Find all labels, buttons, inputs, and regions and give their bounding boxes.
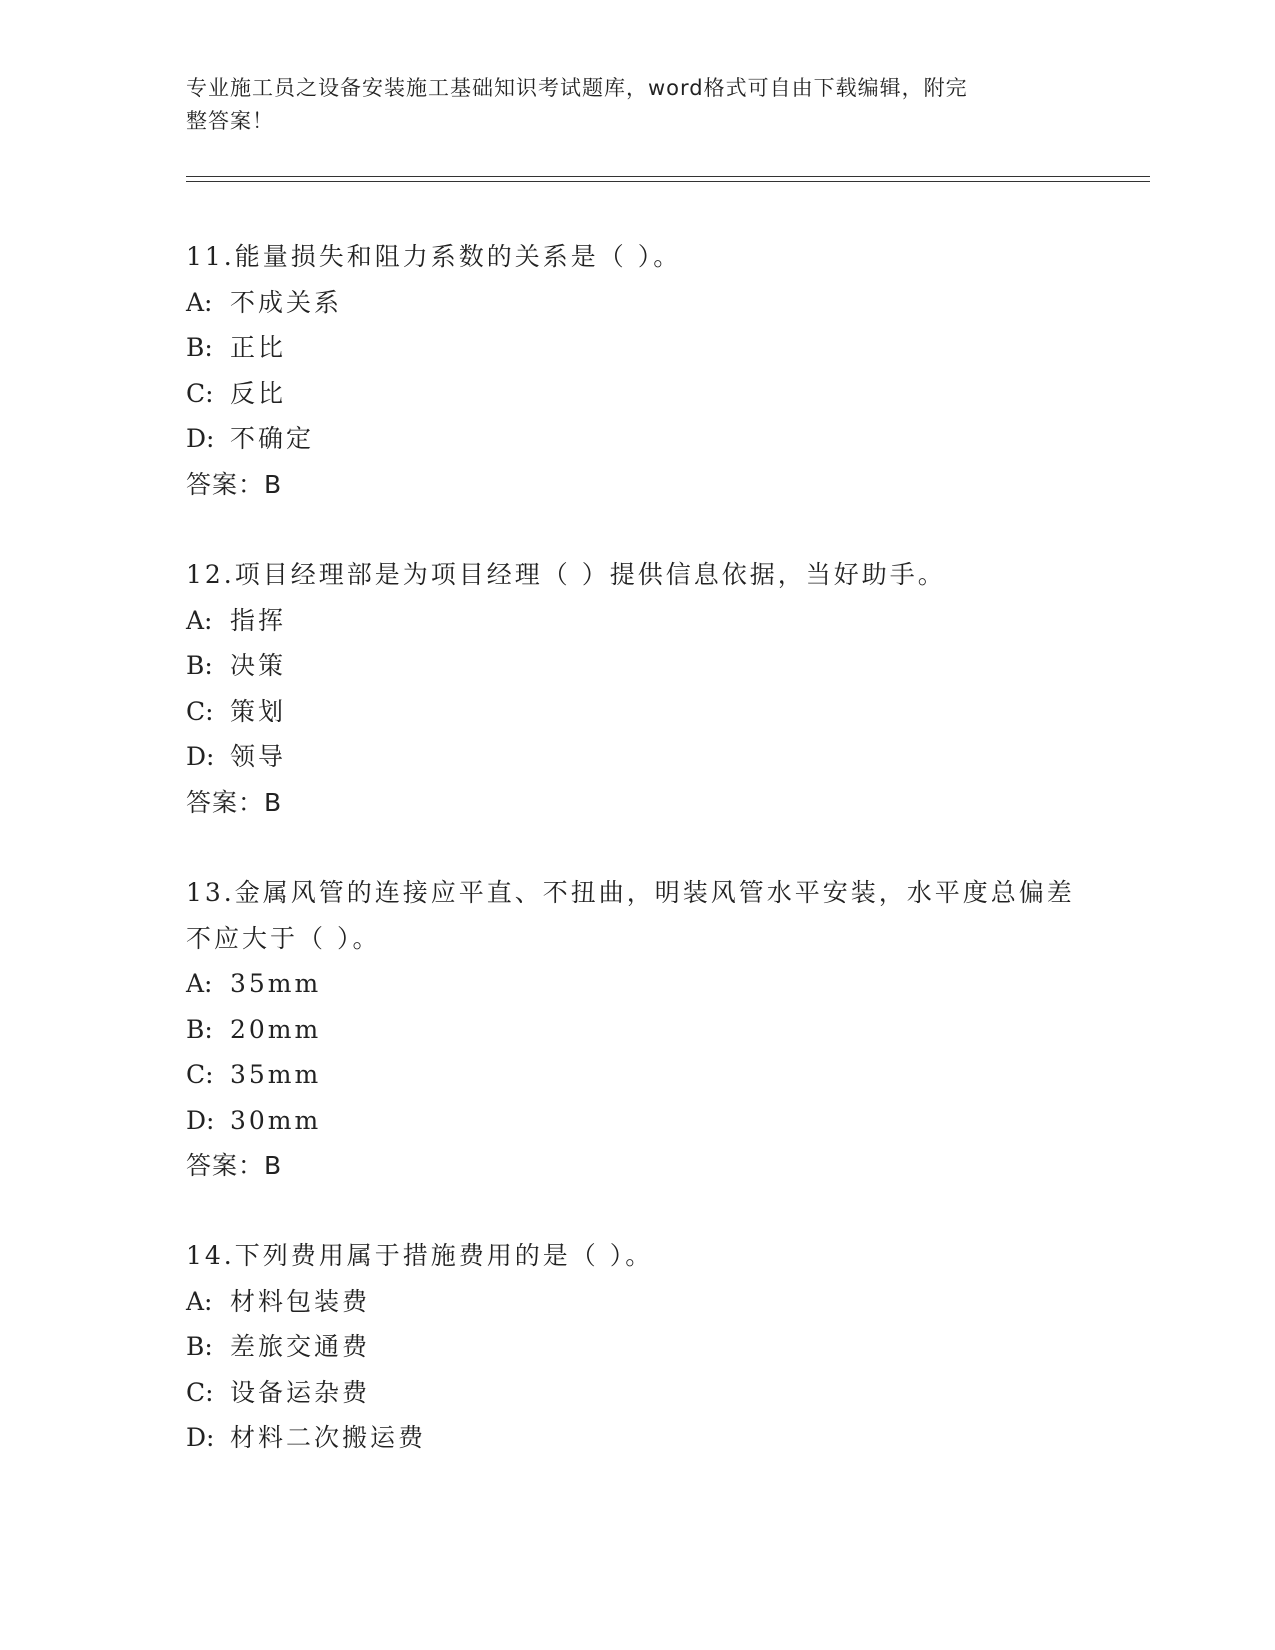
option-b bbox=[186, 325, 1086, 371]
option-d bbox=[186, 734, 1086, 780]
option-key: C: bbox=[186, 378, 214, 408]
question-stem: 13.金属风管的连接应平直、不扭曲，明装风管水平安装，水平度总偏差不应大于（ ）。 bbox=[186, 878, 1075, 953]
option-c bbox=[186, 1370, 1086, 1416]
option-b bbox=[186, 1007, 1086, 1053]
option-a bbox=[186, 961, 1086, 1007]
option-key: D: bbox=[186, 424, 215, 453]
option-key: A: bbox=[186, 605, 213, 635]
option-text: 不成关系 bbox=[230, 287, 343, 317]
option-text: 领导 bbox=[230, 742, 287, 771]
header-line-1: 专业施工员之设备安装施工基础知识考试题库，word格式可自由下载编辑，附完 bbox=[186, 76, 968, 100]
option-key: D: bbox=[186, 742, 215, 771]
option-text: 35mm bbox=[230, 1060, 322, 1089]
question-12 bbox=[186, 552, 1086, 825]
question-11 bbox=[186, 234, 1086, 507]
option-d bbox=[186, 1415, 1086, 1461]
option-text: 材料包装费 bbox=[230, 1286, 371, 1316]
option-key: C: bbox=[186, 1060, 214, 1089]
option-key: B: bbox=[186, 333, 213, 362]
option-c bbox=[186, 1052, 1086, 1098]
option-key: A: bbox=[186, 287, 213, 317]
option-text: 决策 bbox=[230, 651, 287, 680]
header-divider-top bbox=[186, 176, 1150, 177]
option-d bbox=[186, 1098, 1086, 1144]
option-d bbox=[186, 416, 1086, 462]
option-key: C: bbox=[186, 1377, 214, 1407]
question-answer: 答案：B bbox=[186, 1151, 283, 1180]
option-a bbox=[186, 1279, 1086, 1325]
header-line-2: 整答案！ bbox=[186, 109, 274, 133]
option-text: 设备运杂费 bbox=[230, 1377, 371, 1407]
option-key: B: bbox=[186, 1014, 213, 1044]
option-text: 策划 bbox=[230, 696, 287, 726]
option-key: A: bbox=[186, 969, 213, 998]
option-key: B: bbox=[186, 651, 213, 680]
option-key: A: bbox=[186, 1286, 213, 1316]
option-key: C: bbox=[186, 696, 214, 726]
option-text: 30mm bbox=[230, 1105, 322, 1135]
question-stem: 14.下列费用属于措施费用的是（ ）。 bbox=[186, 1241, 654, 1270]
option-key: B: bbox=[186, 1332, 213, 1361]
option-text: 正比 bbox=[230, 333, 287, 362]
option-b bbox=[186, 643, 1086, 689]
document-header bbox=[186, 72, 1066, 138]
option-c bbox=[186, 689, 1086, 735]
option-text: 指挥 bbox=[230, 605, 287, 635]
option-text: 材料二次搬运费 bbox=[230, 1423, 427, 1452]
question-answer: 答案：B bbox=[186, 469, 283, 499]
option-key: D: bbox=[186, 1423, 215, 1452]
question-stem: 12.项目经理部是为项目经理（ ）提供信息依据，当好助手。 bbox=[186, 560, 946, 589]
option-text: 35mm bbox=[230, 969, 322, 998]
option-text: 20mm bbox=[230, 1014, 322, 1044]
option-b bbox=[186, 1324, 1086, 1370]
question-answer: 答案：B bbox=[186, 787, 283, 817]
option-text: 反比 bbox=[230, 378, 287, 408]
option-text: 差旅交通费 bbox=[230, 1332, 371, 1361]
option-text: 不确定 bbox=[230, 424, 315, 453]
question-14 bbox=[186, 1233, 1086, 1461]
option-a bbox=[186, 280, 1086, 326]
option-c bbox=[186, 371, 1086, 417]
question-stem: 11.能量损失和阻力系数的关系是（ ）。 bbox=[186, 242, 682, 271]
question-13 bbox=[186, 870, 1086, 1189]
option-a bbox=[186, 598, 1086, 644]
option-key: D: bbox=[186, 1105, 215, 1135]
header-divider-bottom bbox=[186, 181, 1150, 182]
